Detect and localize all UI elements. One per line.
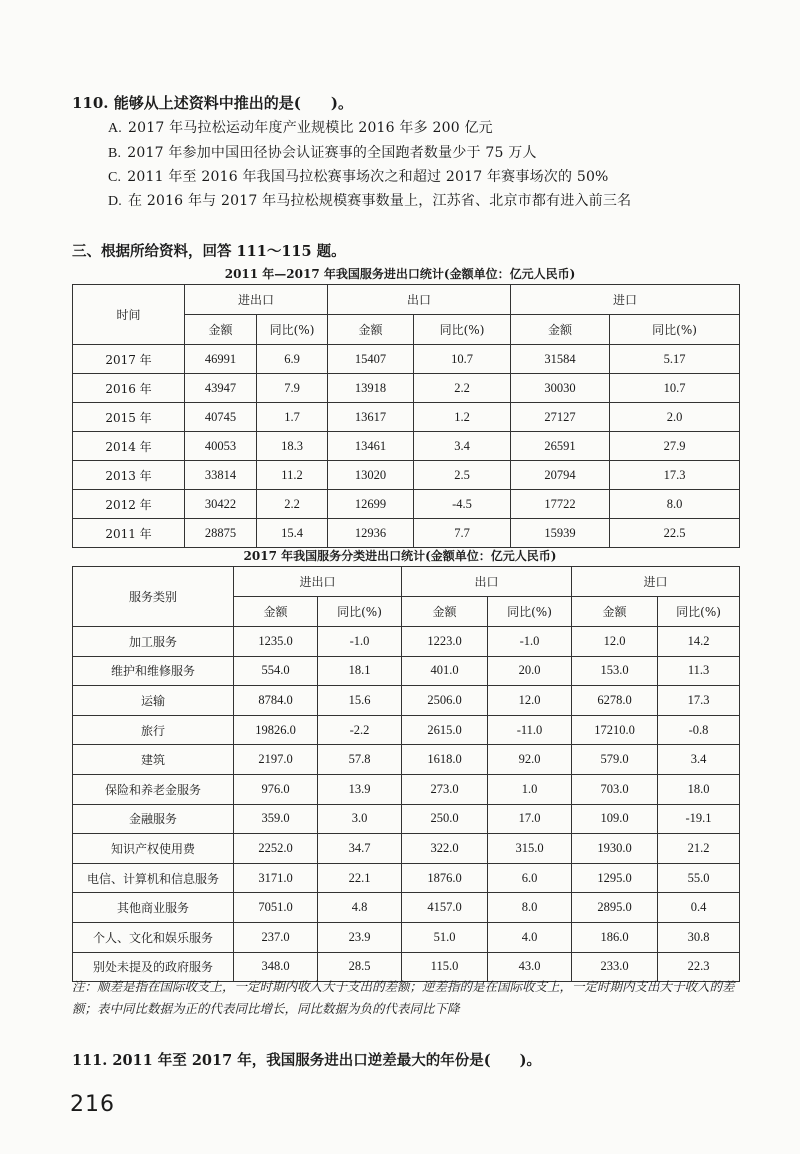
- value-cell: 40745: [185, 403, 257, 432]
- value-cell: 4.0: [488, 922, 572, 952]
- value-cell: 10.7: [414, 345, 511, 374]
- value-cell: -2.2: [318, 715, 402, 745]
- value-cell: 34.7: [318, 834, 402, 864]
- value-cell: 2895.0: [572, 893, 658, 923]
- row-label-cell: 保险和养老金服务: [73, 774, 234, 804]
- value-cell: 7051.0: [234, 893, 318, 923]
- value-cell: 11.2: [257, 461, 328, 490]
- value-cell: 109.0: [572, 804, 658, 834]
- value-cell: 8.0: [488, 893, 572, 923]
- table-row: [73, 774, 740, 804]
- value-cell: 2615.0: [402, 715, 488, 745]
- value-cell: 115.0: [402, 952, 488, 982]
- sub-header-yoy: 同比(%): [318, 597, 402, 627]
- value-cell: 17.3: [610, 461, 740, 490]
- value-cell: 6278.0: [572, 686, 658, 716]
- option-text: 2017 年参加中国田径协会认证赛事的全国跑者数量少于 75 万人: [127, 145, 537, 161]
- value-cell: 40053: [185, 432, 257, 461]
- sub-header-yoy: 同比(%): [257, 315, 328, 345]
- value-cell: 233.0: [572, 952, 658, 982]
- value-cell: 18.1: [318, 656, 402, 686]
- value-cell: 17.3: [658, 686, 740, 716]
- value-cell: 1.2: [414, 403, 511, 432]
- value-cell: 2252.0: [234, 834, 318, 864]
- group-header-export: 出口: [328, 285, 511, 315]
- value-cell: 30030: [511, 374, 610, 403]
- value-cell: 12.0: [488, 686, 572, 716]
- row-label-cell: 金融服务: [73, 804, 234, 834]
- value-cell: 31584: [511, 345, 610, 374]
- value-cell: 186.0: [572, 922, 658, 952]
- value-cell: 4157.0: [402, 893, 488, 923]
- row-label-cell: 建筑: [73, 745, 234, 775]
- value-cell: 22.5: [610, 519, 740, 548]
- value-cell: 1295.0: [572, 863, 658, 893]
- table-note: 注：顺差是指在国际收支上，一定时期内收入大于支出的差额；逆差指的是在国际收支上，一定时期内支出大于收入的差额；表中同比数据为正的代表同比增长，同比数据为负的代表同比下降: [72, 979, 735, 1016]
- services-trade-by-category-table: [72, 566, 740, 982]
- row-label-cell: 其他商业服务: [73, 893, 234, 923]
- table-row: [73, 374, 740, 403]
- col-header-category: 服务类别: [73, 567, 234, 627]
- value-cell: 273.0: [402, 774, 488, 804]
- value-cell: 1.0: [488, 774, 572, 804]
- value-cell: 1876.0: [402, 863, 488, 893]
- value-cell: -11.0: [488, 715, 572, 745]
- value-cell: 3171.0: [234, 863, 318, 893]
- table2-caption: 2017 年我国服务分类进出口统计(金额单位：亿元人民币): [243, 549, 557, 563]
- row-label-cell: 2012 年: [73, 490, 185, 519]
- question-111-stem: 111. 2011 年至 2017 年，我国服务进出口逆差最大的年份是( )。: [72, 1052, 541, 1069]
- row-label-cell: 2017 年: [73, 345, 185, 374]
- value-cell: 15.6: [318, 686, 402, 716]
- row-label-cell: 别处未提及的政府服务: [73, 952, 234, 982]
- q110-option-c: [108, 166, 609, 186]
- value-cell: 0.4: [658, 893, 740, 923]
- sub-header-yoy: 同比(%): [414, 315, 511, 345]
- value-cell: 3.4: [658, 745, 740, 775]
- value-cell: 28875: [185, 519, 257, 548]
- value-cell: 17210.0: [572, 715, 658, 745]
- sub-header-yoy: 同比(%): [610, 315, 740, 345]
- value-cell: 5.17: [610, 345, 740, 374]
- table-row: [73, 345, 740, 374]
- value-cell: 1618.0: [402, 745, 488, 775]
- value-cell: 15.4: [257, 519, 328, 548]
- value-cell: 703.0: [572, 774, 658, 804]
- value-cell: 7.7: [414, 519, 511, 548]
- value-cell: 322.0: [402, 834, 488, 864]
- row-label-cell: 知识产权使用费: [73, 834, 234, 864]
- value-cell: 26591: [511, 432, 610, 461]
- table-row: [73, 490, 740, 519]
- value-cell: 15407: [328, 345, 414, 374]
- value-cell: 57.8: [318, 745, 402, 775]
- value-cell: 13.9: [318, 774, 402, 804]
- table-row: [73, 834, 740, 864]
- value-cell: 153.0: [572, 656, 658, 686]
- option-text: 在 2016 年与 2017 年马拉松规模赛事数量上，江苏省、北京市都有进入前三名: [128, 193, 632, 209]
- value-cell: 6.0: [488, 863, 572, 893]
- value-cell: 315.0: [488, 834, 572, 864]
- row-label-cell: 维护和维修服务: [73, 656, 234, 686]
- row-label-cell: 2015 年: [73, 403, 185, 432]
- value-cell: 30.8: [658, 922, 740, 952]
- services-trade-by-year-table: [72, 284, 740, 548]
- value-cell: 6.9: [257, 345, 328, 374]
- table-row: [73, 804, 740, 834]
- value-cell: -4.5: [414, 490, 511, 519]
- value-cell: 8784.0: [234, 686, 318, 716]
- value-cell: 18.3: [257, 432, 328, 461]
- value-cell: 13461: [328, 432, 414, 461]
- row-label-cell: 运输: [73, 686, 234, 716]
- option-text: 2017 年马拉松运动年度产业规模比 2016 年多 200 亿元: [128, 120, 493, 136]
- value-cell: 1223.0: [402, 627, 488, 657]
- row-label-cell: 2011 年: [73, 519, 185, 548]
- value-cell: 43947: [185, 374, 257, 403]
- option-label: C.: [108, 170, 122, 185]
- value-cell: 46991: [185, 345, 257, 374]
- value-cell: 4.8: [318, 893, 402, 923]
- group-header-import: 进口: [511, 285, 740, 315]
- q110-option-b: [108, 142, 537, 162]
- value-cell: 20794: [511, 461, 610, 490]
- group-header-total: 进出口: [234, 567, 402, 597]
- table-row: [73, 715, 740, 745]
- value-cell: 20.0: [488, 656, 572, 686]
- table-row: [73, 461, 740, 490]
- value-cell: -0.8: [658, 715, 740, 745]
- value-cell: 12.0: [572, 627, 658, 657]
- value-cell: 30422: [185, 490, 257, 519]
- sub-header-amount: 金额: [402, 597, 488, 627]
- row-label-cell: 2013 年: [73, 461, 185, 490]
- value-cell: 21.2: [658, 834, 740, 864]
- table-row: [73, 403, 740, 432]
- option-label: D.: [108, 194, 123, 209]
- value-cell: 92.0: [488, 745, 572, 775]
- value-cell: 43.0: [488, 952, 572, 982]
- row-label-cell: 个人、文化和娱乐服务: [73, 922, 234, 952]
- option-label: A.: [108, 121, 123, 136]
- page-number: 216: [70, 1092, 115, 1117]
- sub-header-amount: 金额: [234, 597, 318, 627]
- sub-header-amount: 金额: [328, 315, 414, 345]
- table-row: [73, 686, 740, 716]
- value-cell: -1.0: [318, 627, 402, 657]
- question-110-stem: 110. 能够从上述资料中推出的是( )。: [72, 94, 353, 112]
- table-row: [73, 656, 740, 686]
- row-label-cell: 电信、计算机和信息服务: [73, 863, 234, 893]
- table-row: [73, 893, 740, 923]
- value-cell: 55.0: [658, 863, 740, 893]
- value-cell: 1930.0: [572, 834, 658, 864]
- table1-caption: 2011 年—2017 年我国服务进出口统计(金额单位：亿元人民币): [224, 267, 576, 281]
- table-row: [73, 432, 740, 461]
- group-header-import: 进口: [572, 567, 740, 597]
- value-cell: 14.2: [658, 627, 740, 657]
- sub-header-yoy: 同比(%): [658, 597, 740, 627]
- row-label-cell: 旅行: [73, 715, 234, 745]
- value-cell: 2.2: [414, 374, 511, 403]
- table-row: [73, 745, 740, 775]
- col-header-time: 时间: [73, 285, 185, 345]
- value-cell: 18.0: [658, 774, 740, 804]
- value-cell: 2.5: [414, 461, 511, 490]
- table-row: [73, 519, 740, 548]
- value-cell: 401.0: [402, 656, 488, 686]
- sub-header-amount: 金额: [511, 315, 610, 345]
- value-cell: 2506.0: [402, 686, 488, 716]
- group-header-export: 出口: [402, 567, 572, 597]
- value-cell: 12699: [328, 490, 414, 519]
- table-row: [73, 627, 740, 657]
- value-cell: 359.0: [234, 804, 318, 834]
- row-label-cell: 2014 年: [73, 432, 185, 461]
- value-cell: 3.0: [318, 804, 402, 834]
- value-cell: 51.0: [402, 922, 488, 952]
- value-cell: 1.7: [257, 403, 328, 432]
- value-cell: 27.9: [610, 432, 740, 461]
- option-text: 2011 年至 2016 年我国马拉松赛事场次之和超过 2017 年赛事场次的 50%: [127, 169, 609, 185]
- value-cell: 19826.0: [234, 715, 318, 745]
- row-label-cell: 2016 年: [73, 374, 185, 403]
- value-cell: 579.0: [572, 745, 658, 775]
- value-cell: 27127: [511, 403, 610, 432]
- value-cell: 554.0: [234, 656, 318, 686]
- value-cell: 8.0: [610, 490, 740, 519]
- value-cell: -19.1: [658, 804, 740, 834]
- value-cell: 2.2: [257, 490, 328, 519]
- value-cell: 23.9: [318, 922, 402, 952]
- value-cell: 1235.0: [234, 627, 318, 657]
- value-cell: 11.3: [658, 656, 740, 686]
- option-label: B.: [108, 146, 122, 161]
- value-cell: 33814: [185, 461, 257, 490]
- row-label-cell: 加工服务: [73, 627, 234, 657]
- value-cell: 17722: [511, 490, 610, 519]
- value-cell: -1.0: [488, 627, 572, 657]
- value-cell: 22.3: [658, 952, 740, 982]
- q110-option-d: [108, 190, 631, 210]
- value-cell: 13918: [328, 374, 414, 403]
- value-cell: 22.1: [318, 863, 402, 893]
- value-cell: 13617: [328, 403, 414, 432]
- value-cell: 15939: [511, 519, 610, 548]
- value-cell: 12936: [328, 519, 414, 548]
- value-cell: 250.0: [402, 804, 488, 834]
- sub-header-yoy: 同比(%): [488, 597, 572, 627]
- table-row: [73, 922, 740, 952]
- value-cell: 13020: [328, 461, 414, 490]
- value-cell: 348.0: [234, 952, 318, 982]
- value-cell: 3.4: [414, 432, 511, 461]
- value-cell: 10.7: [610, 374, 740, 403]
- value-cell: 2.0: [610, 403, 740, 432]
- sub-header-amount: 金额: [572, 597, 658, 627]
- sub-header-amount: 金额: [185, 315, 257, 345]
- value-cell: 7.9: [257, 374, 328, 403]
- group-header-total: 进出口: [185, 285, 328, 315]
- value-cell: 17.0: [488, 804, 572, 834]
- value-cell: 2197.0: [234, 745, 318, 775]
- q110-option-a: [108, 117, 493, 137]
- value-cell: 976.0: [234, 774, 318, 804]
- value-cell: 28.5: [318, 952, 402, 982]
- value-cell: 237.0: [234, 922, 318, 952]
- table-row: [73, 863, 740, 893]
- section-heading: 三、根据所给资料，回答 111～115 题。: [72, 243, 346, 260]
